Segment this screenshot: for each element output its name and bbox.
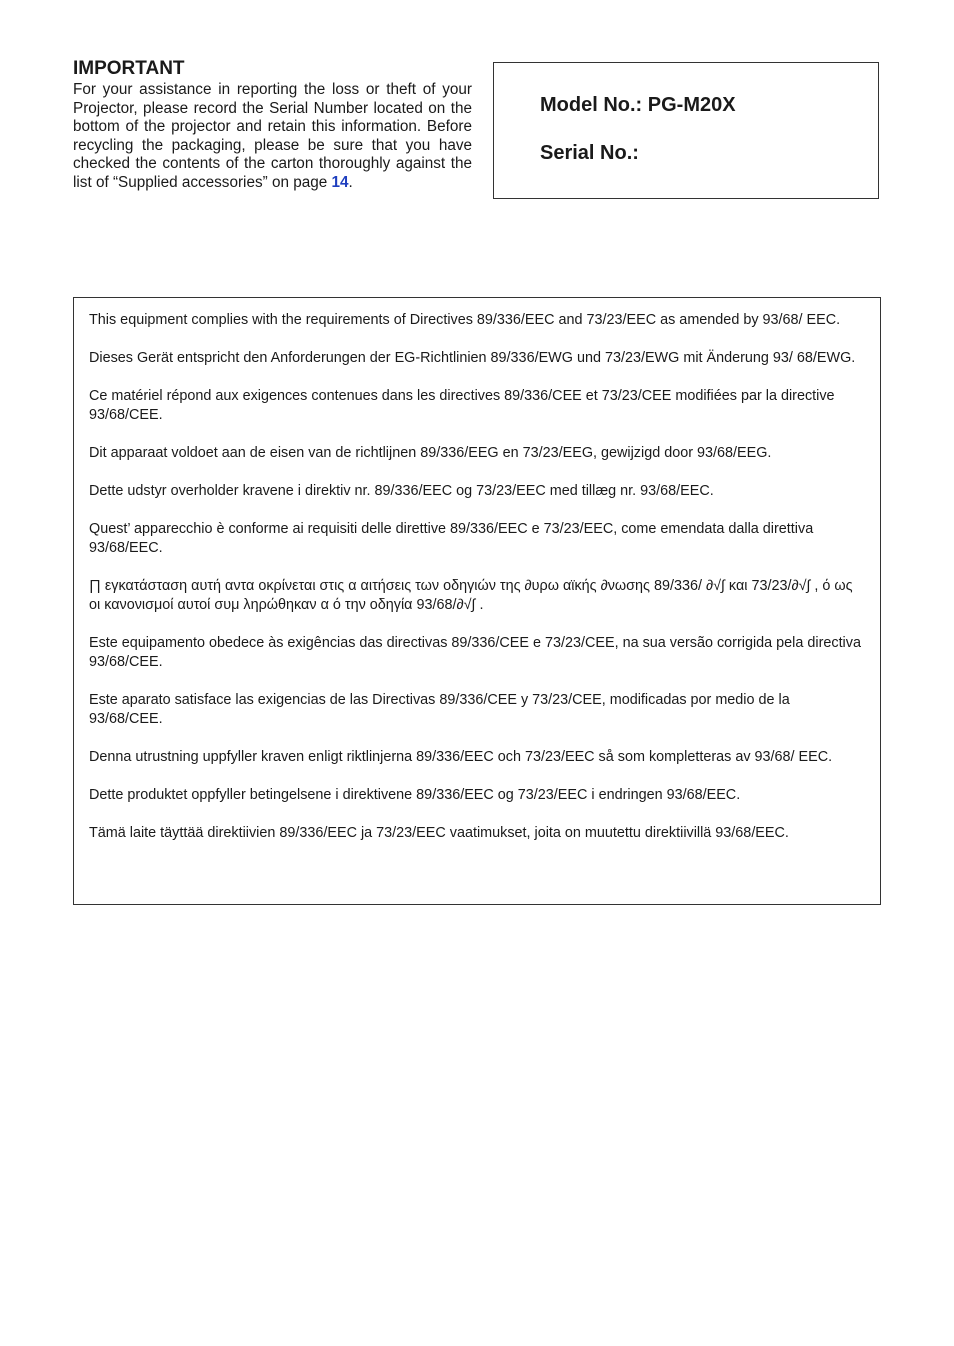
important-notice [73,58,472,193]
important-body-end: . [348,173,353,191]
directive-swedish: Denna utrustning uppfyller kraven enligt riktlinjerna 89/336/EEC och 73/23/EEC så som kompletteras av 93/68/ EEC. [89,749,833,765]
directive-english: This equipment complies with the requirements of Directives 89/336/EEC and 73/23/EEC as amended by 93/68/ EEC. [89,312,841,328]
page-reference-link[interactable]: 14 [331,173,349,191]
directive-danish: Dette udstyr overholder kravene i direktiv nr. 89/336/EEC og 73/23/EEC med tillæg nr. 93/68/EEC. [89,483,714,499]
directive-italian: Quest’ apparecchio è conforme ai requisiti delle direttive 89/336/EEC e 73/23/EEC, come emendata dalla direttiva 93/68/EEC. [89,521,814,556]
directive-greek: ∏ εγκατάσταση αυτή αντα οκρίνεται στις α αιτήσεις των οδηγιών της ∂υρω αϊκής ∂νωσης 89/336/ ∂√∫ και 73/23/∂√∫ , ό ως οι κανονισμοί αυτοί συμ ληρώθηκαν α ό την οδηγία 93/68/∂√∫ . [89,578,853,613]
model-number-label: Model No.: PG-M20X [540,94,736,116]
directive-dutch: Dit apparaat voldoet aan de eisen van de richtlijnen 89/336/EEG en 73/23/EEG, gewijzigd door 93/68/EEG. [89,445,772,461]
directive-spanish: Este aparato satisface las exigencias de las Directivas 89/336/CEE y 73/23/CEE, modificadas por medio de la 93/68/CEE. [89,692,790,727]
model-serial-box [493,62,879,199]
directive-norwegian: Dette produktet oppfyller betingelsene i direktivene 89/336/EEC og 73/23/EEC i endringen 93/68/EEC. [89,787,741,803]
directive-compliance-box [73,297,881,905]
directive-french: Ce matériel répond aux exigences contenues dans les directives 89/336/CEE et 73/23/CEE modifiées par la directive 93/68/CEE. [89,388,835,423]
directive-finnish: Tämä laite täyttää direktiivien 89/336/EEC ja 73/23/EEC vaatimukset, joita on muutettu direktiivillä 93/68/EEC. [89,825,789,841]
directive-portuguese: Este equipamento obedece às exigências das directivas 89/336/CEE e 73/23/CEE, na sua versão corrigida pela directiva 93/68/CEE. [89,635,861,670]
directive-german: Dieses Gerät entspricht den Anforderungen der EG-Richtlinien 89/336/EWG und 73/23/EWG mit Änderung 93/ 68/EWG. [89,350,856,366]
important-body-text: For your assistance in reporting the loss or theft of your Projector, please record the Serial Number located on the bottom of the projector and retain this information. Before recycling the packaging, please be sure that you have checked the contents of the carton thoroughly against the list of “Supplied accessories” on page [73,81,472,191]
important-heading: IMPORTANT [73,58,185,79]
serial-number-label: Serial No.: [540,142,639,164]
important-body [73,81,472,193]
